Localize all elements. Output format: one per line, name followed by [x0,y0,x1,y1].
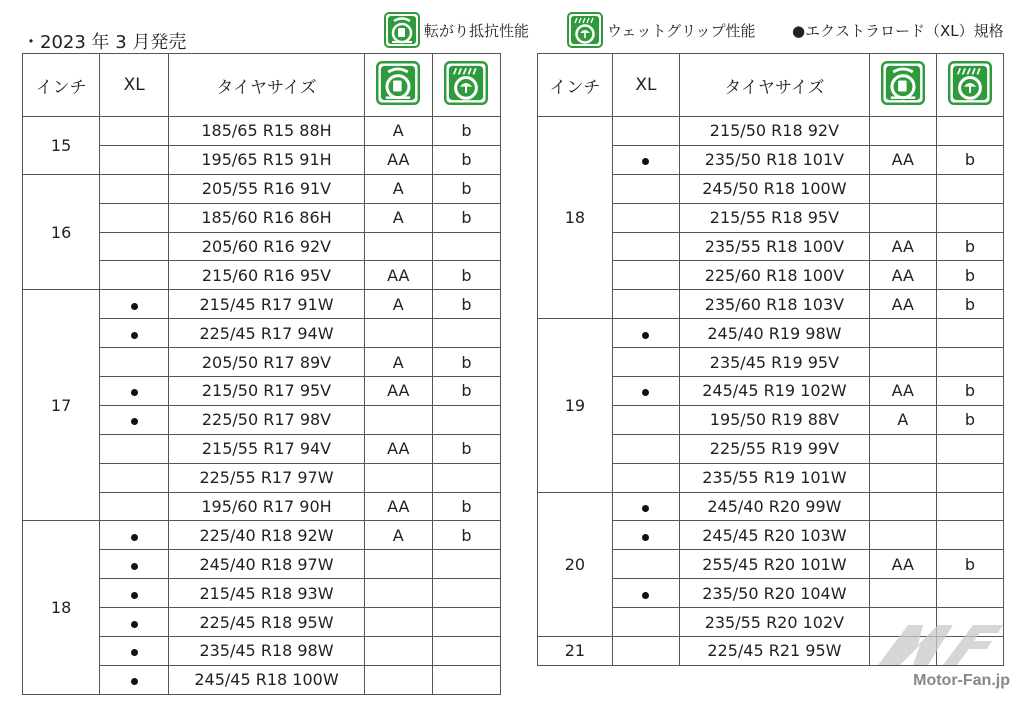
rolling-resistance-cell [364,319,432,348]
size-cell: 215/45 R17 91W [169,290,364,319]
table-row [538,117,1004,146]
tire-rolling-icon [384,12,420,48]
wet-grip-cell [432,405,500,434]
wet-grip-cell: b [432,348,500,377]
rolling-resistance-cell [364,608,432,637]
xl-cell [100,637,169,666]
xl-cell [612,319,679,348]
xl-cell [100,434,169,463]
wet-grip-cell: b [432,174,500,203]
release-date: ・2023 年 3 月発売 [22,32,187,53]
xl-dot-icon [131,332,138,339]
xl-dot-icon [131,534,138,541]
header-xl: XL [612,54,679,117]
size-cell: 225/50 R17 98V [169,405,364,434]
size-cell: 245/45 R19 102W [680,377,870,406]
size-cell: 215/50 R18 92V [680,117,870,146]
inch-cell: 18 [23,521,100,694]
rolling-resistance-cell [869,434,936,463]
xl-cell [612,637,679,666]
rolling-resistance-cell [364,405,432,434]
wet-grip-cell [936,319,1003,348]
inch-cell: 19 [538,319,613,492]
rolling-resistance-cell: AA [869,290,936,319]
legend-wet-grip [567,12,756,48]
size-cell: 215/50 R17 95V [169,377,364,406]
legend-xl-label: ●エクストラロード（XL）規格 [792,22,1004,40]
inch-cell: 21 [538,637,613,666]
wet-grip-cell [936,579,1003,608]
size-cell: 185/65 R15 88H [169,117,364,146]
xl-cell [612,117,679,146]
xl-cell [612,463,679,492]
size-cell: 245/50 R18 100W [680,174,870,203]
wet-grip-cell: b [936,261,1003,290]
xl-cell [612,579,679,608]
header-xl: XL [100,54,169,117]
size-cell: 225/45 R18 95W [169,608,364,637]
legend-extra-load [792,20,1004,41]
wet-grip-cell [432,232,500,261]
rolling-resistance-cell: AA [869,550,936,579]
xl-cell [612,203,679,232]
rolling-resistance-cell [364,550,432,579]
xl-cell [612,550,679,579]
size-cell: 235/45 R18 98W [169,637,364,666]
wet-grip-cell: b [936,377,1003,406]
wet-grip-cell [936,492,1003,521]
xl-dot-icon [131,303,138,310]
size-cell: 235/45 R19 95V [680,348,870,377]
header-rolling-resistance [869,54,936,117]
size-cell: 195/60 R17 90H [169,492,364,521]
wet-grip-icon [567,12,603,48]
size-cell: 235/50 R20 104W [680,579,870,608]
xl-cell [612,521,679,550]
header-inch: インチ [23,54,100,117]
rolling-resistance-cell [869,174,936,203]
size-cell: 215/55 R17 94V [169,434,364,463]
rolling-resistance-cell [869,319,936,348]
size-cell: 225/45 R17 94W [169,319,364,348]
xl-dot-icon [642,505,649,512]
xl-cell [100,665,169,694]
xl-cell [100,377,169,406]
xl-cell [100,608,169,637]
table-row [538,319,1004,348]
size-cell: 215/60 R16 95V [169,261,364,290]
inch-cell: 17 [23,290,100,521]
wet-grip-cell [432,608,500,637]
watermark-text: Motor-Fan.jp [913,672,1010,689]
rolling-resistance-cell: A [364,203,432,232]
wet-grip-cell: b [432,434,500,463]
size-cell: 235/50 R18 101V [680,145,870,174]
xl-dot-icon [131,678,138,685]
rolling-resistance-cell [364,579,432,608]
xl-cell [100,290,169,319]
rolling-resistance-cell: AA [869,232,936,261]
rolling-resistance-cell [869,117,936,146]
size-cell: 235/55 R18 100V [680,232,870,261]
wet-grip-cell [432,637,500,666]
xl-dot-icon [642,332,649,339]
rolling-resistance-cell [869,492,936,521]
table-row [23,521,501,550]
header-inch: インチ [538,54,613,117]
inch-cell: 16 [23,174,100,290]
xl-dot-icon [642,534,649,541]
xl-cell [612,405,679,434]
size-cell: 185/60 R16 86H [169,203,364,232]
wet-grip-cell: b [432,117,500,146]
wet-grip-cell: b [432,377,500,406]
xl-cell [612,348,679,377]
wet-grip-cell [432,463,500,492]
inch-cell: 15 [23,117,100,175]
size-cell: 235/55 R19 101W [680,463,870,492]
header-wet-grip [432,54,500,117]
size-cell: 255/45 R20 101W [680,550,870,579]
size-cell: 225/45 R21 95W [680,637,870,666]
xl-dot-icon [642,158,649,165]
table-row [538,492,1004,521]
wet-grip-cell: b [432,290,500,319]
table-row [23,290,501,319]
header-size: タイヤサイズ [169,54,364,117]
inch-cell: 18 [538,117,613,319]
wet-grip-cell [936,203,1003,232]
wet-grip-cell: b [432,145,500,174]
xl-cell [100,405,169,434]
wet-grip-cell [432,550,500,579]
wet-grip-cell: b [432,521,500,550]
rolling-resistance-cell: AA [364,261,432,290]
wet-grip-cell [936,463,1003,492]
wet-grip-cell: b [432,203,500,232]
rolling-resistance-cell: AA [364,377,432,406]
xl-cell [612,261,679,290]
table-row [23,117,501,146]
wet-grip-cell: b [936,290,1003,319]
wet-grip-cell: b [432,492,500,521]
size-cell: 225/55 R19 99V [680,434,870,463]
xl-cell [100,550,169,579]
size-cell: 225/40 R18 92W [169,521,364,550]
rolling-resistance-cell [364,232,432,261]
xl-cell [612,145,679,174]
size-cell: 245/40 R20 99W [680,492,870,521]
rolling-resistance-cell: A [364,290,432,319]
size-cell: 245/40 R18 97W [169,550,364,579]
xl-cell [100,174,169,203]
rolling-resistance-cell [364,637,432,666]
xl-dot-icon [131,649,138,656]
rolling-resistance-cell: A [364,521,432,550]
xl-cell [612,608,679,637]
rolling-resistance-cell [869,463,936,492]
xl-cell [612,290,679,319]
size-cell: 235/60 R18 103V [680,290,870,319]
rolling-resistance-cell [364,463,432,492]
rolling-resistance-cell [869,203,936,232]
size-cell: 215/55 R18 95V [680,203,870,232]
tire-rolling-icon [376,61,420,105]
wet-grip-cell: b [936,145,1003,174]
wet-grip-cell: b [936,550,1003,579]
size-cell: 245/45 R20 103W [680,521,870,550]
rolling-resistance-cell: AA [364,434,432,463]
xl-dot-icon [642,592,649,599]
size-cell: 235/55 R20 102V [680,608,870,637]
size-cell: 195/65 R15 91H [169,145,364,174]
legend-wet-label: ウェットグリップ性能 [607,21,756,40]
xl-cell [100,261,169,290]
xl-cell [100,579,169,608]
size-cell: 215/45 R18 93W [169,579,364,608]
rolling-resistance-cell: AA [869,145,936,174]
xl-cell [100,117,169,146]
rolling-resistance-cell: AA [364,145,432,174]
rolling-resistance-cell: A [869,405,936,434]
table-header-row [23,54,501,117]
wet-grip-cell [936,174,1003,203]
rolling-resistance-cell: A [364,117,432,146]
xl-dot-icon [642,389,649,396]
xl-cell [100,348,169,377]
xl-cell [100,232,169,261]
xl-cell [100,319,169,348]
xl-dot-icon [131,563,138,570]
header-wet-grip [936,54,1003,117]
size-cell: 205/50 R17 89V [169,348,364,377]
size-cell: 245/45 R18 100W [169,665,364,694]
rolling-resistance-cell [869,348,936,377]
size-cell: 205/55 R16 91V [169,174,364,203]
xl-cell [100,203,169,232]
wet-grip-icon [948,61,992,105]
wet-grip-cell [936,521,1003,550]
tire-size-table-right [537,53,1004,666]
inch-cell: 20 [538,492,613,636]
xl-cell [612,377,679,406]
xl-dot-icon [131,621,138,628]
wet-grip-icon [444,61,488,105]
header-rolling-resistance [364,54,432,117]
wet-grip-cell: b [432,261,500,290]
wet-grip-cell [432,579,500,608]
tire-size-table-left [22,53,501,695]
wet-grip-cell [432,319,500,348]
legend-rolling-resistance [384,12,529,48]
xl-cell [100,145,169,174]
tire-rolling-icon [881,61,925,105]
xl-cell [100,521,169,550]
xl-cell [100,463,169,492]
wet-grip-cell [936,434,1003,463]
size-cell: 225/55 R17 97W [169,463,364,492]
rolling-resistance-cell: AA [364,492,432,521]
rolling-resistance-cell [869,521,936,550]
legend-rolling-label: 転がり抵抗性能 [424,21,530,40]
wet-grip-cell: b [936,405,1003,434]
xl-dot-icon [131,418,138,425]
rolling-resistance-cell: A [364,174,432,203]
table-header-row [538,54,1004,117]
wet-grip-cell [936,117,1003,146]
header-size: タイヤサイズ [680,54,870,117]
rolling-resistance-cell [364,665,432,694]
xl-cell [612,174,679,203]
rolling-resistance-cell: AA [869,261,936,290]
wet-grip-cell [432,665,500,694]
wet-grip-cell [936,348,1003,377]
size-cell: 205/60 R16 92V [169,232,364,261]
rolling-resistance-cell: AA [869,377,936,406]
xl-dot-icon [131,389,138,396]
xl-cell [612,434,679,463]
table-row [23,174,501,203]
size-cell: 245/40 R19 98W [680,319,870,348]
size-cell: 195/50 R19 88V [680,405,870,434]
xl-cell [612,232,679,261]
wet-grip-cell: b [936,232,1003,261]
xl-cell [612,492,679,521]
xl-dot-icon [131,592,138,599]
size-cell: 225/60 R18 100V [680,261,870,290]
xl-cell [100,492,169,521]
rolling-resistance-cell: A [364,348,432,377]
rolling-resistance-cell [869,579,936,608]
